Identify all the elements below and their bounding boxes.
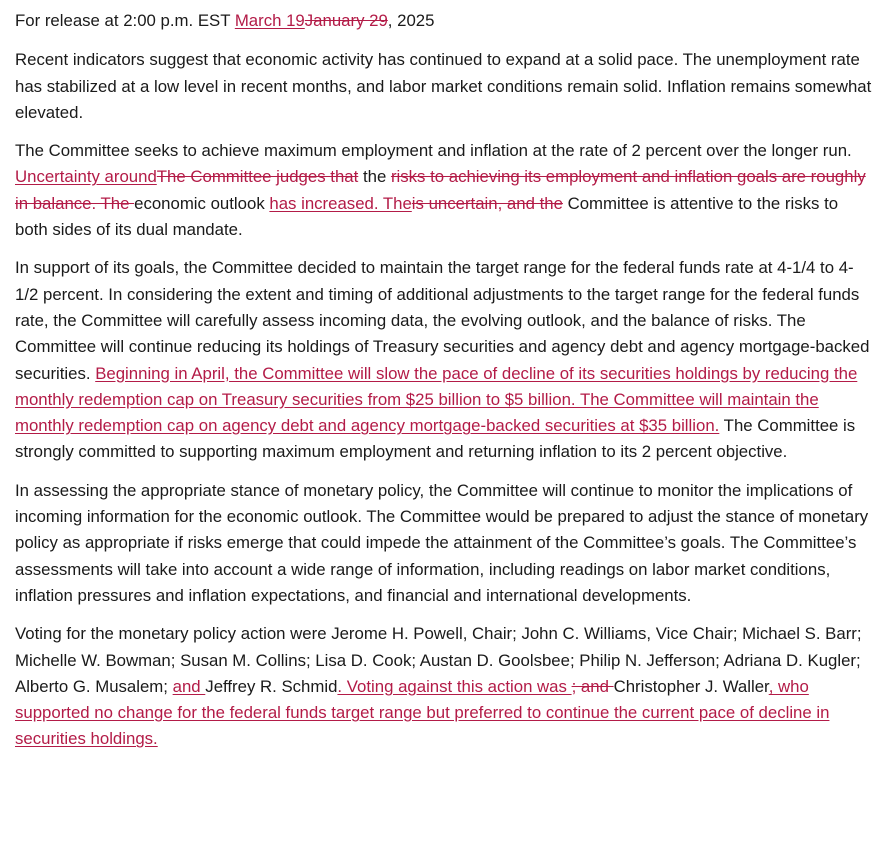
paragraph-text: The Committee is strongly committed to supporting maximum employment and returning inflation to its 2 percent objective. [15, 416, 856, 462]
inserted-text: and [172, 676, 206, 696]
paragraph-text: In assessing the appropriate stance of monetary policy, the Committee will continue to monitor the implications of incoming information for the economic outlook. The Committee would be prepared to adjust the stance of monetary policy as appropriate if risks emerge that could impede the attainment of the Committee’s goals. The Committee’s assessments will take into account a wide range of information, including readings on labor market conditions, inflation pressures and inflation expectations, and financial and international developments. [15, 480, 869, 605]
inserted-text: has increased. The [269, 193, 412, 213]
inserted-text: , who supported no change for the federal funds target range but preferred to continue the current pace of decline in securities holdings. [15, 676, 830, 749]
deleted-text: The Committee judges that [156, 167, 359, 187]
paragraph-text: Voting for the monetary policy action were Jerome H. Powell, Chair; John C. Williams, Vice Chair; Michael S. Barr; Michelle W. Bowman; Susan M. Collins; Lisa D. Cook; Austan D. Goolsbee; Philip N. Jefferson; Adriana D. Kugler; Alberto G. Musalem; [15, 624, 862, 696]
paragraph-text: Committee is attentive to the risks to both sides of its dual mandate. [15, 193, 839, 240]
paragraph-text: In support of its goals, the Committee decided to maintain the target range for the federal funds rate at 4-1/4 to 4-1/2 percent. In considering the extent and timing of additional adjustments to the target range for the federal funds rate, the Committee will carefully assess incoming data, the evolving outlook, and the balance of risks. The Committee will continue reducing its holdings of Treasury securities and agency debt and agency mortgage-backed securities. [15, 258, 870, 383]
paragraph-text: economic outlook [134, 193, 270, 213]
paragraph-text: the [358, 167, 391, 187]
paragraph-policy-decision [15, 255, 873, 465]
release-year: , 2025 [387, 11, 435, 30]
deleted-text: is uncertain, and the [411, 193, 563, 213]
paragraph-voting [15, 621, 873, 752]
paragraph-economic-activity [15, 47, 873, 126]
inserted-text: Uncertainty around [15, 167, 157, 187]
inserted-text: Beginning in April, the Committee will slow the pace of decline of its securities holdings by reducing the monthly redemption cap on Treasury securities from $25 billion to $5 billion. The Committee will maintain the monthly redemption cap on agency debt and agency mortgage-backed securities at $35 billion. [15, 363, 858, 436]
paragraph-text: Christopher J. Waller [613, 676, 769, 696]
inserted-text: . Voting against this action was [337, 676, 572, 696]
deleted-text: ; and [571, 676, 614, 696]
release-prefix: For release at 2:00 p.m. EST [15, 11, 235, 30]
paragraph-policy-stance [15, 478, 873, 609]
paragraph-text: Jeffrey R. Schmid [205, 676, 338, 696]
release-line [15, 8, 873, 34]
deleted-text: risks to achieving its employment and inflation goals are roughly in balance. The [15, 167, 866, 213]
inserted-date: March 19 [234, 11, 305, 30]
paragraph-text: Recent indicators suggest that economic activity has continued to expand at a solid pace. The unemployment rate has stabilized at a low level in recent months, and labor market conditions remain solid. Inflation remains somewhat elevated. [15, 50, 872, 122]
paragraph-committee-goals [15, 138, 873, 243]
paragraph-text: The Committee seeks to achieve maximum employment and inflation at the rate of 2 percent over the longer run. [15, 141, 852, 161]
deleted-date: January 29 [304, 11, 388, 30]
